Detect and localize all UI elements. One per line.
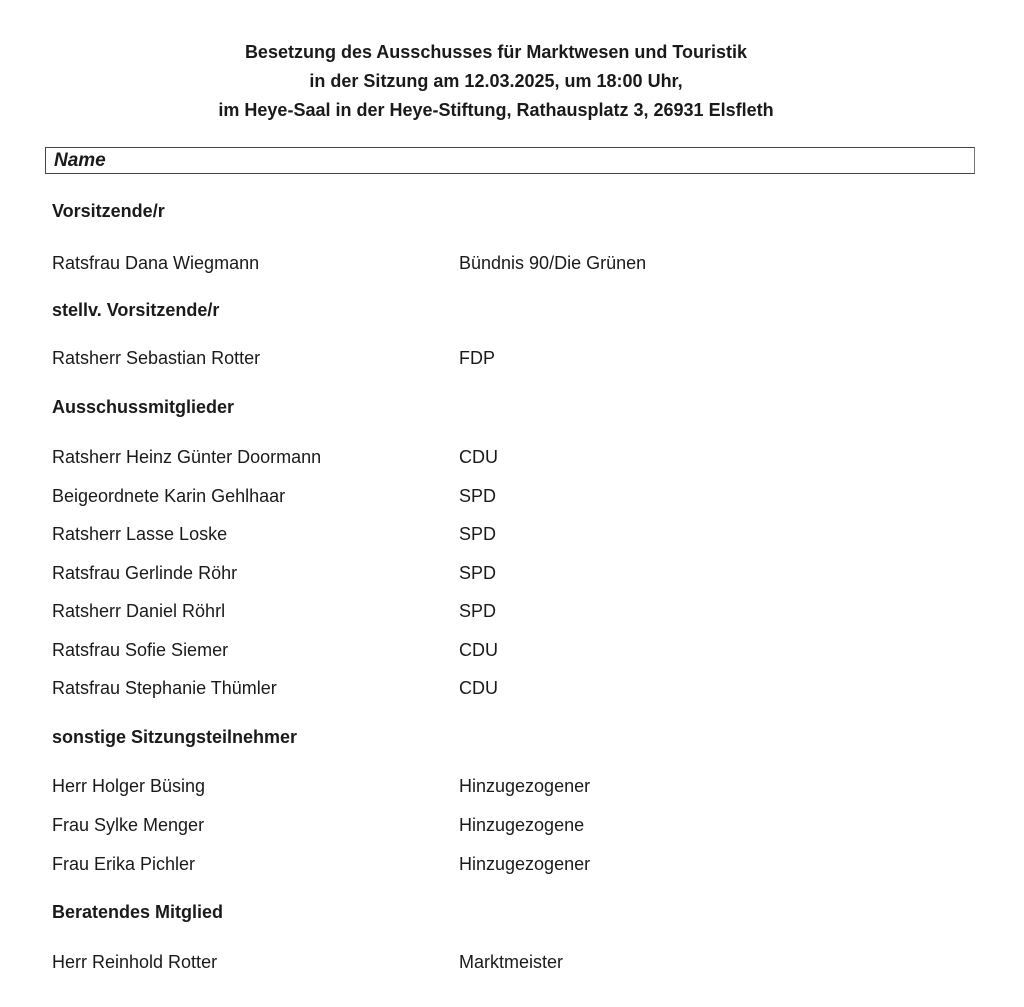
section-heading-committee-members: Ausschussmitglieder: [52, 397, 235, 417]
member-affiliation: Marktmeister: [459, 952, 564, 972]
list-item: [52, 561, 952, 585]
member-name: Ratsfrau Gerlinde Röhr: [52, 563, 238, 583]
list-item: [52, 251, 952, 275]
member-affiliation: CDU: [459, 640, 498, 660]
member-affiliation: SPD: [459, 486, 497, 506]
document-title: [0, 38, 992, 125]
member-affiliation: Hinzugezogene: [459, 815, 585, 835]
member-name: Herr Holger Büsing: [52, 776, 206, 796]
member-name: Frau Erika Pichler: [52, 854, 196, 874]
member-name: Frau Sylke Menger: [52, 815, 205, 835]
member-affiliation: FDP: [459, 348, 495, 368]
member-affiliation: Bündnis 90/Die Grünen: [459, 253, 647, 273]
list-item: [52, 950, 952, 974]
title-line-3: im Heye-Saal in der Heye-Stiftung, Rathausplatz 3, 26931 Elsfleth: [218, 100, 774, 120]
section-heading-chair: Vorsitzende/r: [52, 201, 165, 221]
title-line-1: Besetzung des Ausschusses für Marktwesen und Touristik: [244, 42, 748, 62]
member-name: Beigeordnete Karin Gehlhaar: [52, 486, 286, 506]
list-item: [52, 813, 952, 837]
name-column-label: Name: [54, 150, 106, 171]
member-affiliation: CDU: [459, 678, 498, 698]
member-name: Ratsfrau Sofie Siemer: [52, 640, 229, 660]
member-affiliation: SPD: [459, 601, 497, 621]
list-item: [52, 445, 952, 469]
list-item: [52, 346, 952, 370]
section-heading-other-participants: sonstige Sitzungsteilnehmer: [52, 727, 298, 747]
member-name: Ratsherr Lasse Loske: [52, 524, 228, 544]
member-name: Ratsherr Sebastian Rotter: [52, 348, 261, 368]
list-item: [52, 676, 952, 700]
list-item: [52, 522, 952, 546]
section-heading-advisory-member: Beratendes Mitglied: [52, 902, 224, 922]
member-affiliation: SPD: [459, 524, 497, 544]
list-item: [52, 484, 952, 508]
list-item: [52, 774, 952, 798]
member-affiliation: SPD: [459, 563, 497, 583]
list-item: [52, 599, 952, 623]
member-name: Herr Reinhold Rotter: [52, 952, 218, 972]
member-affiliation: CDU: [459, 447, 498, 467]
member-name: Ratsfrau Dana Wiegmann: [52, 253, 260, 273]
list-item: [52, 638, 952, 662]
section-heading-deputy-chair: stellv. Vorsitzende/r: [52, 300, 220, 320]
name-column-header: [45, 147, 975, 174]
member-name: Ratsherr Heinz Günter Doormann: [52, 447, 322, 467]
member-affiliation: Hinzugezogener: [459, 776, 591, 796]
list-item: [52, 852, 952, 876]
member-name: Ratsherr Daniel Röhrl: [52, 601, 226, 621]
member-name: Ratsfrau Stephanie Thümler: [52, 678, 277, 698]
title-line-2: in der Sitzung am 12.03.2025, um 18:00 Uhr,: [309, 71, 683, 91]
member-affiliation: Hinzugezogener: [459, 854, 591, 874]
